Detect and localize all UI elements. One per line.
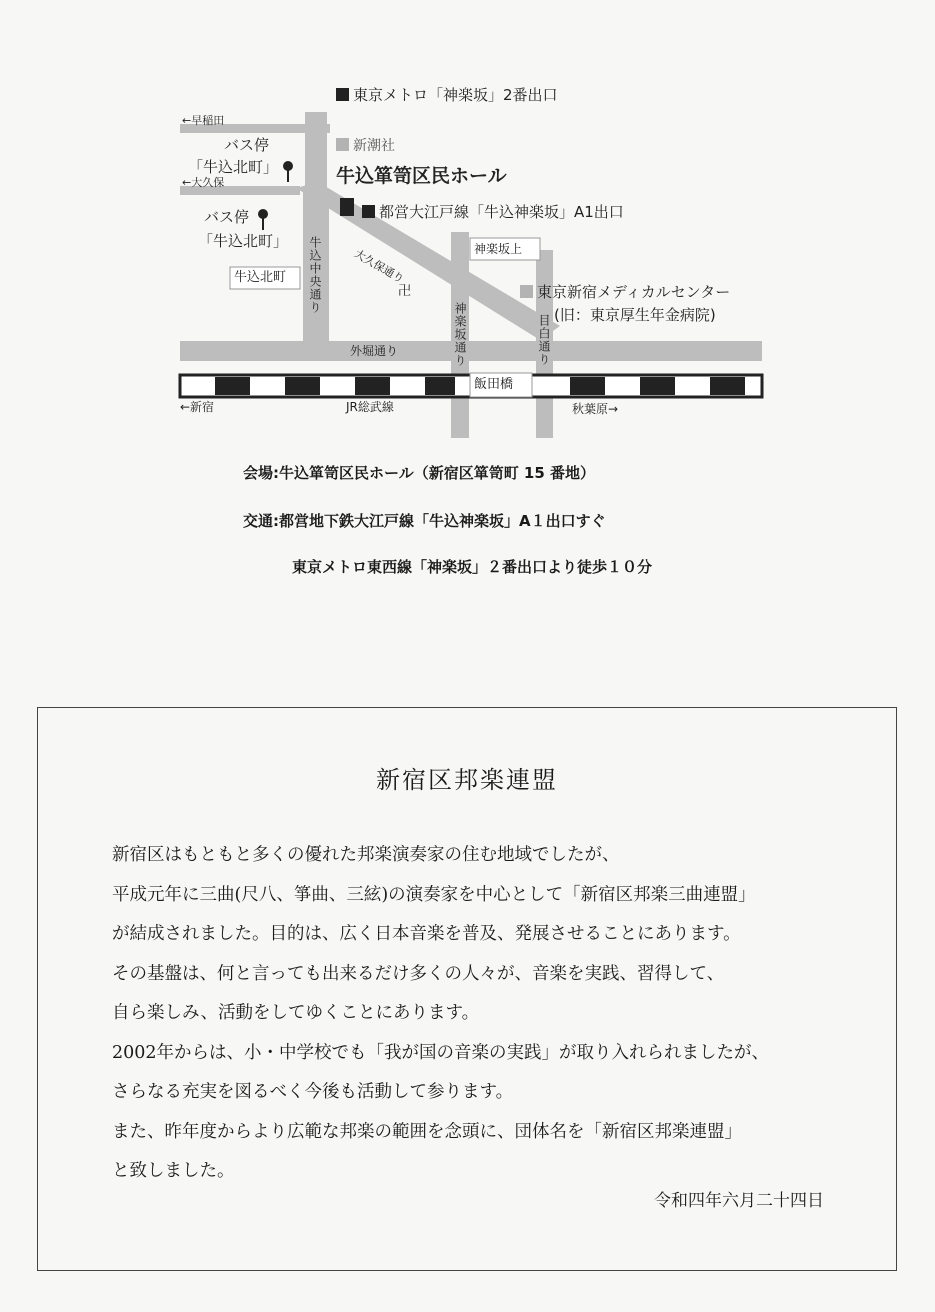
notice-body — [112, 836, 842, 1192]
ushigome-chuo-dori-label: 牛込中央通り — [308, 236, 322, 314]
okubo-label: ←大久保 — [182, 176, 225, 189]
bus-stop-icon — [258, 209, 268, 230]
notice-line: 2002年からは、小・中学校でも「我が国の音楽の実践」が取り入れられましたが、 — [112, 1042, 770, 1063]
north-road — [305, 112, 327, 192]
okubo-dori-label: 大久保通り — [352, 247, 407, 286]
oedo-exit-label: 都営大江戸線「牛込神楽坂」A1出口 — [362, 205, 624, 220]
notice-line: と致しました。 — [112, 1161, 235, 1181]
iidabashi-label: 飯田橋 — [474, 377, 514, 392]
kagurazaka-ue-label: 神楽坂上 — [474, 242, 523, 256]
notice-line: その基盤は、何と言っても出来るだけ多くの人々が、音楽を実践、習得して、 — [112, 963, 725, 984]
sotobori-road — [180, 341, 762, 361]
notice-title: 新宿区邦楽連盟 — [376, 766, 558, 794]
notice-line: 新宿区はもともと多くの優れた邦楽演奏家の住む地域でしたが、 — [112, 845, 620, 865]
notice-line: また、昨年度からより広範な邦楽の範囲を念頭に、団体名を「新宿区邦楽連盟」 — [112, 1121, 742, 1142]
temple-mark: 卍 — [398, 284, 412, 299]
notice-line: が結成されました。目的は、広く日本音楽を普及、発展させることにあります。 — [112, 924, 741, 944]
bus-stop-icon — [283, 161, 293, 182]
jr-sobu-label: JR総武線 — [346, 400, 394, 414]
ushigome-kitamachi-label: 牛込北町 — [234, 270, 287, 285]
bus-stop-name-1: 「牛込北町」 — [188, 158, 279, 176]
venue-text: 会場:牛込箪笥区民ホール（新宿区箪笥町 15 番地） — [243, 464, 596, 482]
hall-name-label: 牛込箪笥区民ホール — [336, 165, 507, 187]
access-map — [0, 0, 935, 450]
shinjuku-label: ←新宿 — [180, 400, 215, 414]
waseda-label: ←早稲田 — [182, 114, 225, 127]
transport-text-2: 東京メトロ東西線「神楽坂」２番出口より徒歩１０分 — [292, 558, 653, 576]
medical-center-old-label: (旧：東京厚生年金病院) — [554, 306, 716, 324]
bus-stop-name-2: 「牛込北町」 — [198, 232, 289, 250]
sotobori-dori-label: 外堀通り — [350, 344, 399, 358]
medical-center-label: 東京新宿メディカルセンター — [520, 285, 730, 300]
bus-stop-label-2: バス停 — [204, 208, 250, 226]
akihabara-label: 秋葉原→ — [572, 402, 619, 416]
notice-box — [37, 707, 897, 1271]
bus-stop-label-1: バス停 — [224, 136, 270, 154]
map-graphic — [0, 0, 935, 450]
notice-line: さらなる充実を図るべく今後も活動して参ります。 — [112, 1082, 514, 1102]
notice-line: 平成元年に三曲(尺八、箏曲、三絃)の演奏家を中心として「新宿区邦楽三曲連盟」 — [112, 884, 756, 905]
transport-text: 交通:都営地下鉄大江戸線「牛込神楽坂」A１出口すぐ — [243, 512, 606, 530]
hall-building — [340, 198, 354, 216]
notice-line: 自ら楽しみ、活動をしてゆくことにあります。 — [112, 1003, 480, 1023]
kagurazaka-dori-label: 神楽坂通り — [453, 302, 467, 367]
metro-exit-label: 東京メトロ「神楽坂」2番出口 — [336, 88, 558, 103]
shinchosha-label: 新潮社 — [336, 138, 395, 153]
notice-date: 令和四年六月二十四日 — [654, 1191, 824, 1211]
mejiro-dori-label: 目白通り — [537, 314, 551, 366]
